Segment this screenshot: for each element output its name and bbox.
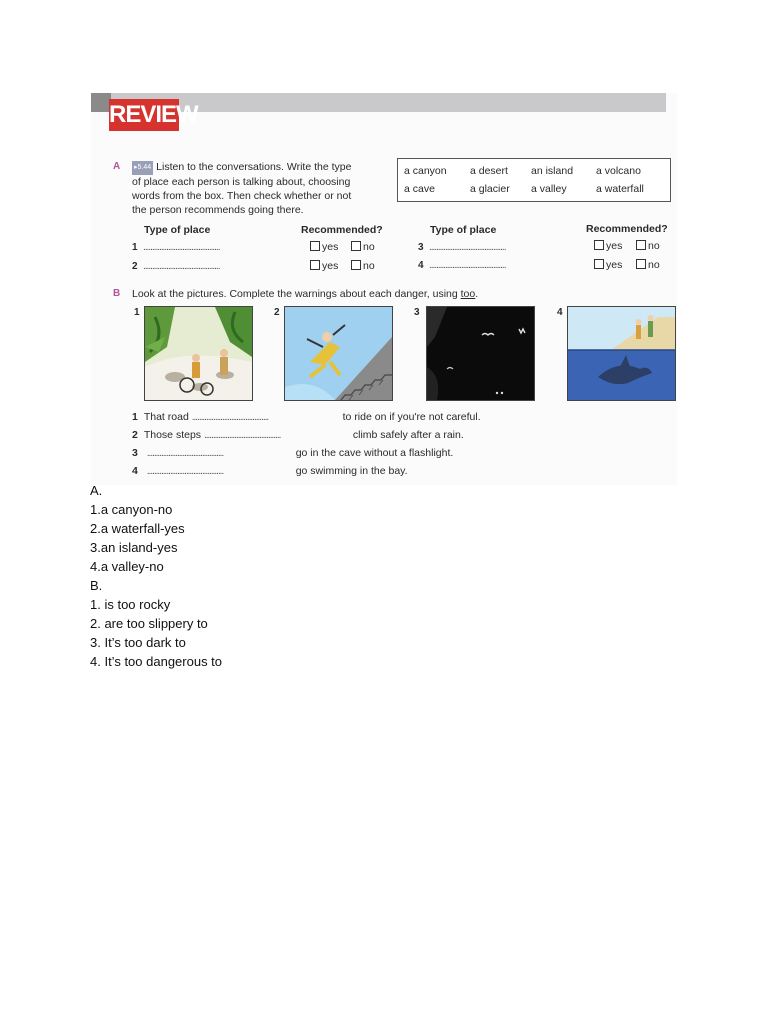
review-title: REVIEW	[109, 99, 179, 131]
audio-track-icon: ▸5.44	[132, 161, 153, 175]
picture-number: 3	[414, 307, 420, 318]
no-option[interactable]: no	[636, 240, 660, 252]
word-item: a volcano	[596, 165, 641, 177]
answer-blank[interactable]: ...........................................	[429, 242, 506, 253]
yes-option[interactable]: yes	[310, 241, 338, 253]
answers-block	[90, 481, 222, 671]
answer-line: 3. It’s too dark to	[90, 635, 186, 650]
picture-slippery-steps	[284, 306, 393, 401]
answer-line: 1. is too rocky	[90, 597, 171, 612]
answer-line: 2. are too slippery to	[90, 616, 208, 631]
picture-dark-cave	[426, 306, 535, 401]
warning-sentence: 3 ........................................... go in the cave without a flashlight.	[132, 447, 454, 459]
section-a-letter: A	[113, 161, 121, 172]
header-bar-edge	[91, 93, 111, 112]
section-b-instruction: Look at the pictures. Complete the warnings about each danger, using too.	[132, 288, 479, 300]
worksheet-scan	[91, 93, 677, 485]
warning-sentence: 1 That road ........................................... to ride on if you're not careful.	[132, 411, 481, 423]
section-a-instruction: ▸5.44 Listen to the conversations. Write the type of place each person is talking about, choosing words from the box. Then check whether or not the person recommends going there.	[132, 161, 352, 216]
answers-b-heading: B.	[90, 578, 103, 593]
answer-line: 2.a waterfall-yes	[90, 521, 185, 536]
answer-blank[interactable]: ...........................................	[146, 466, 224, 477]
row-number: 4	[418, 260, 424, 271]
answer-line: 3.an island-yes	[90, 540, 178, 555]
answer-blank[interactable]: ...........................................	[146, 448, 224, 459]
checkbox-icon	[310, 260, 320, 270]
row-number: 1	[132, 242, 138, 253]
answer-line: 1.a canyon-no	[90, 502, 173, 517]
answer-line: 4.a valley-no	[90, 559, 164, 574]
picture-number: 2	[274, 307, 280, 318]
no-option[interactable]: no	[636, 259, 660, 271]
word-item: a valley	[531, 183, 567, 195]
picture-number: 1	[134, 307, 140, 318]
col-recommended: Recommended?	[586, 223, 668, 235]
row-number: 2	[132, 261, 138, 272]
word-item: a waterfall	[596, 183, 644, 195]
no-option[interactable]: no	[351, 260, 375, 272]
no-option[interactable]: no	[351, 241, 375, 253]
col-type-of-place: Type of place	[430, 224, 497, 236]
picture-number: 4	[557, 307, 563, 318]
warning-sentence: 2 Those steps ........................................... climb safely after a rain.	[132, 429, 464, 441]
answer-blank[interactable]: ...........................................	[191, 412, 269, 423]
picture-rocky-road	[144, 306, 253, 401]
word-item: a cave	[404, 183, 435, 195]
checkbox-icon	[351, 260, 361, 270]
col-recommended: Recommended?	[301, 224, 383, 236]
row-number: 3	[418, 242, 424, 253]
answer-blank[interactable]: ...........................................	[429, 260, 506, 271]
word-box	[397, 158, 671, 202]
word-item: a canyon	[404, 165, 447, 177]
word-item: a desert	[470, 165, 508, 177]
yes-option[interactable]: yes	[310, 260, 338, 272]
checkbox-icon	[636, 259, 646, 269]
picture-dangerous-bay	[567, 306, 676, 401]
section-b-letter: B	[113, 288, 121, 299]
checkbox-icon	[636, 240, 646, 250]
word-item: a glacier	[470, 183, 510, 195]
yes-option[interactable]: yes	[594, 259, 622, 271]
warning-sentence: 4 ........................................... go swimming in the bay.	[132, 465, 408, 477]
word-item: an island	[531, 165, 574, 177]
checkbox-icon	[594, 259, 604, 269]
checkbox-icon	[351, 241, 361, 251]
answer-blank[interactable]: ...........................................	[143, 261, 220, 272]
answers-a-heading: A.	[90, 483, 103, 498]
col-type-of-place: Type of place	[144, 224, 211, 236]
yes-option[interactable]: yes	[594, 240, 622, 252]
answer-line: 4. It’s too dangerous to	[90, 654, 223, 669]
checkbox-icon	[310, 241, 320, 251]
answer-blank[interactable]: ...........................................	[143, 242, 220, 253]
answer-blank[interactable]: ...........................................	[203, 430, 281, 441]
checkbox-icon	[594, 240, 604, 250]
